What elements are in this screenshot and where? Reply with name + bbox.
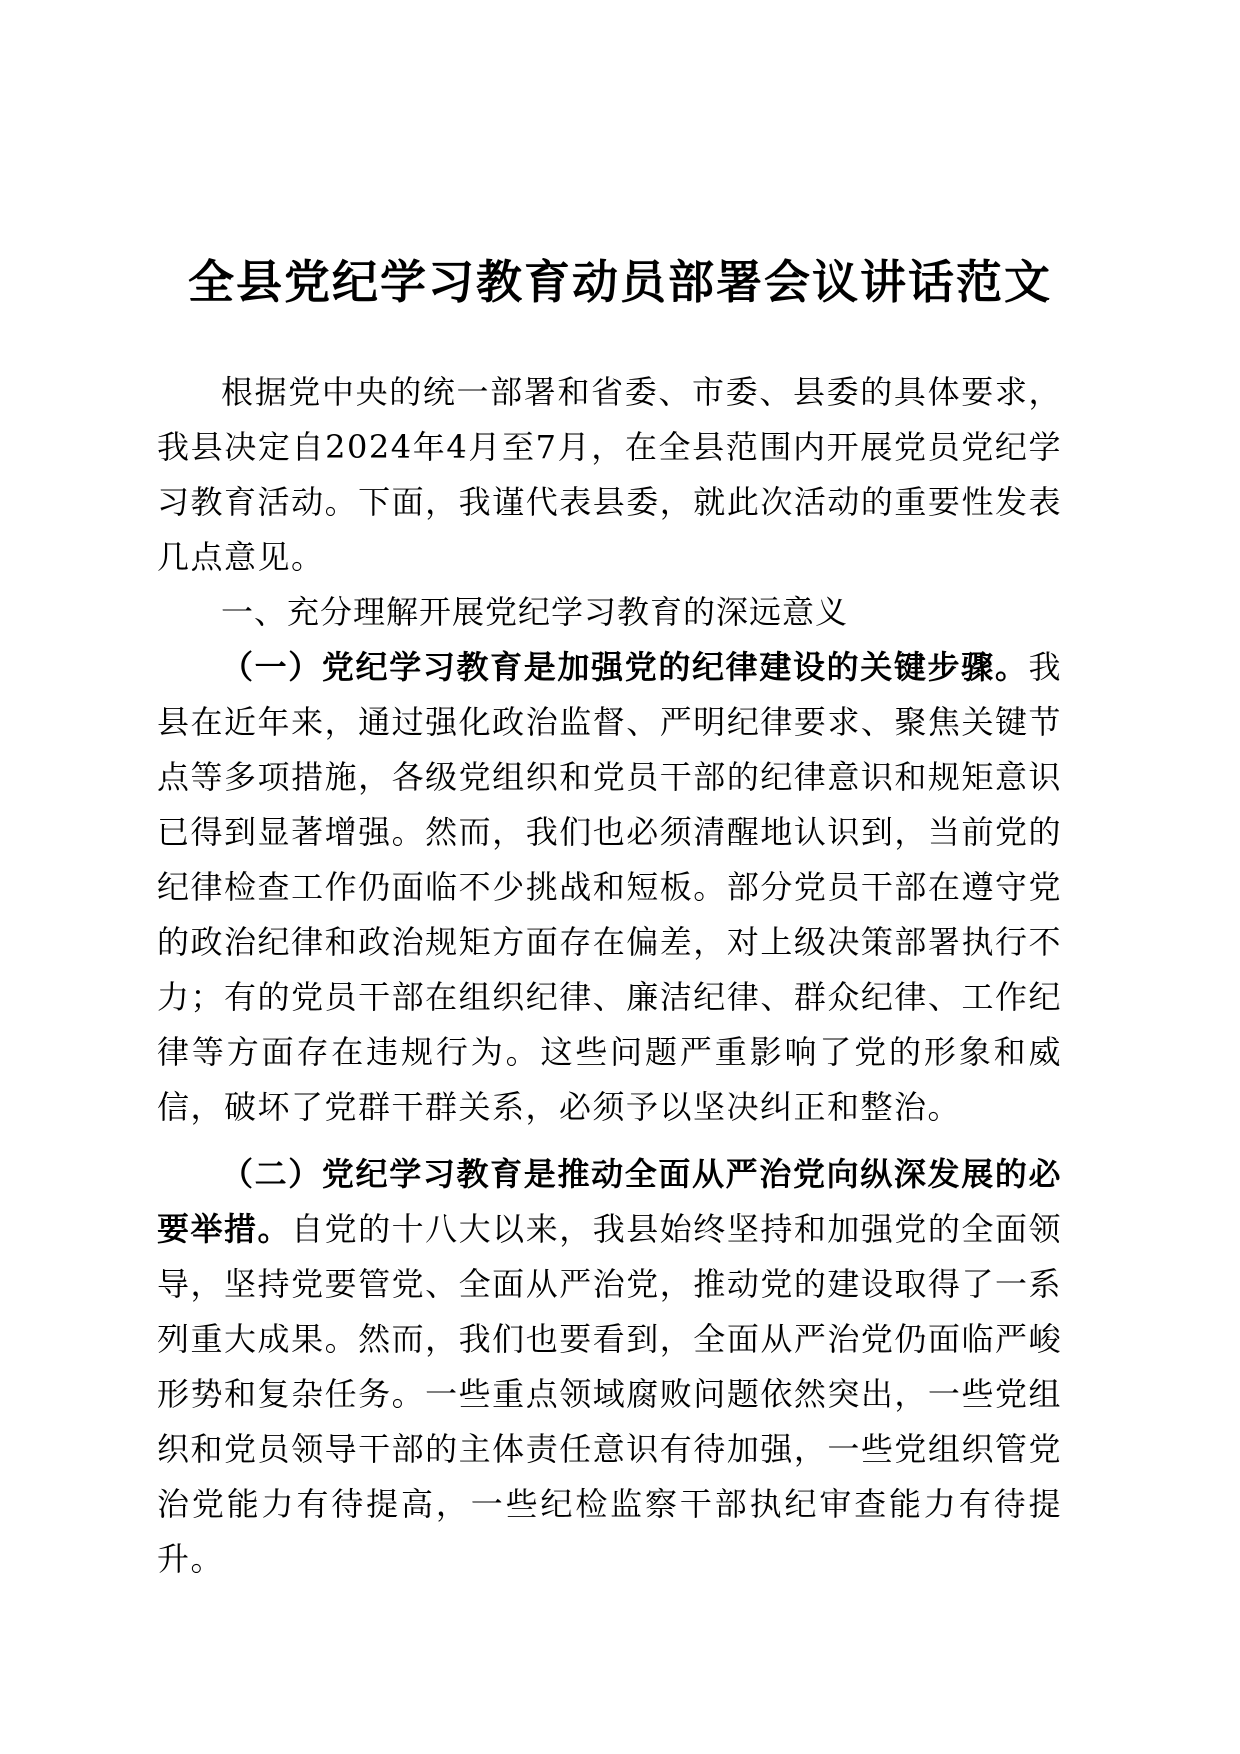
- intro-paragraph: 根据党中央的统一部署和省委、市委、县委的具体要求，我县决定自2024年4月至7月，在全县范围内开展党员党纪学习教育活动。下面，我谨代表县委，就此次活动的重要性发表几点意见。: [157, 373, 1062, 576]
- document-body: [157, 365, 1062, 1587]
- point-lead-2: （二）党纪学习教育是推动全面从严治党向纵深发展的必要举措。: [157, 1155, 1062, 1248]
- point-text-2: 自党的十八大以来，我县始终坚持和加强党的全面领导，坚持党要管党、全面从严治党，推动党的建设取得了一系列重大成果。然而，我们也要看到，全面从严治党仍面临严峻形势和复杂任务。一些重点领域腐败问题依然突出，一些党组织和党员领导干部的主体责任意识有待加强，一些党组织管党治党能力有待提高，一些纪检监察干部执纪审查能力有待提升。: [157, 1210, 1062, 1578]
- document-title: 全县党纪学习教育动员部署会议讲话范文: [188, 255, 1052, 309]
- point-paragraph-2: [157, 1147, 1062, 1587]
- point-text-1: 我县在近年来，通过强化政治监督、严明纪律要求、聚焦关键节点等多项措施，各级党组织和党员干部的纪律意识和规矩意识已得到显著增强。然而，我们也必须清醒地认识到，当前党的纪律检查工作仍面临不少挑战和短板。部分党员干部在遵守党的政治纪律和政治规矩方面存在偏差，对上级决策部署执行不力；有的党员干部在组织纪律、廉洁纪律、群众纪律、工作纪律等方面存在违规行为。这些问题严重影响了党的形象和威信，破坏了党群干群关系，必须予以坚决纠正和整治。: [157, 648, 1062, 1126]
- section-heading: 一、充分理解开展党纪学习教育的深远意义: [221, 593, 849, 631]
- point-lead-1: （一）党纪学习教育是加强党的纪律建设的关键步骤。: [221, 648, 1029, 686]
- point-paragraph-1: [157, 640, 1062, 1135]
